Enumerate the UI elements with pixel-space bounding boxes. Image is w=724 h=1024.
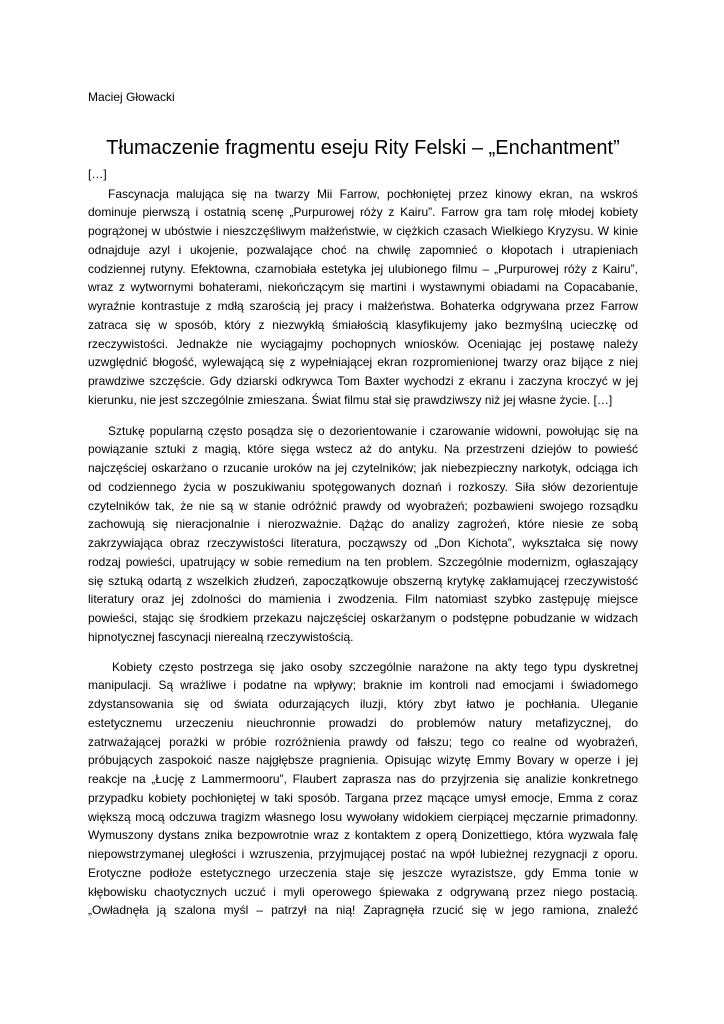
text-line: próbujących zaspokoić nasze najgłębsze pragnienia. Opisując wizytę Emmy Bovary w operze i jej [88,753,638,768]
text-line: niepowstrzymanej uległości i wzruszenia, przyjmującej postać na wpół lubieżnej rezygnacji z oporu. [88,847,638,861]
text-line: zakrzywiająca obraz rzeczywistości literatura, począwszy od „Don Kichota”, wykształca się nowy [88,536,638,550]
text-line: rzeczywistości. Jednakże nie wyciągajmy pochopnych wniosków. Oceniając jej postawę należy [88,336,638,351]
text-line: powieści, stając się środkiem przekazu najczęściej oskarżanym o podstępne pobudzanie w widzach [88,611,638,625]
omission-marker: […] [88,166,107,181]
text-line: literatury oraz jej zdolności do mamienia i zwodzenia. Film natomiast szybko zastępuję miejsce [88,592,638,607]
text-line: Sztukę popularną często posądza się o dezorientowanie i czarowanie widowni, powołując się na [108,423,638,438]
text-line: hipnotycznej fascynacji nierealną rzeczywistością. [88,629,354,644]
text-line: od codziennego życia w poszukiwaniu spotęgowanych doznań i rozkoszy. Siła słów dezorientuje [88,479,638,494]
text-line: najczęściej oskarżano o rzucanie uroków na jej czytelników; jak niebezpieczny narkotyk, odciąga ich [88,461,638,475]
text-line: kłębowisku chaotycznych uczuć i myli operowego śpiewaka z odgrywaną przez niego postacią. [88,884,638,899]
paragraph-3 [88,658,638,921]
text-line: kierunku, nie jest szczególnie zmieszana. Świat filmu stał się prawdziwszy niż jej własne życie. […] [88,392,613,407]
text-line: zachowują się nieracjonalnie i nierozważnie. Dążąc do analizy zagrożeń, które niesie ze sobą [88,517,638,532]
text-line: czytelników tak, że nie są w stanie odróżnić prawdy od wyobrażeń; pozbawieni swojego rozsądku [88,498,638,513]
document-title: Tłumaczenie fragmentu eseju Rity Felski – „Enchantment” [106,136,620,159]
text-line: prawdziwe szczęście. Gdy dziarski odkrywca Tom Baxter wychodzi z ekranu i zaczyna kroczyć w jej [88,374,638,388]
text-line: manipulacji. Są wrażliwe i podatne na wpływy; braknie im kontroli nad emocjami i świadomego [88,678,638,693]
text-line: większą mocą odczuwa tragizm własnego losu wywołany widokiem cierpiącej męczarnie primadonny. [88,809,638,824]
paragraph-2 [88,422,638,647]
document-body [88,88,638,920]
text-line: dominuje pierwszą i ostatnią scenę „Purpurowej róży z Kairu”. Farrow gra tam rolę młodej kobiety [88,205,638,220]
text-line: rodzaj powieści, upatrujący w sobie remedium na ten problem. Szczególnie modernizm, ogłaszający [88,554,638,569]
text-line: zdystansowania się od świata odurzających iluzji, który zbyt łatwo je pochłania. Uleganie [88,697,638,711]
text-line: przypadku kobiety pochłoniętej w taki sposób. Targana przez mącące umysł emocje, Emma z coraz [88,790,638,805]
text-line: Wymuszony dystans znika bezpowrotnie wraz z kontaktem z operą Donizettiego, która wyzwala falę [88,828,638,843]
paragraph-1 [88,185,638,410]
text-line: Kobiety często postrzega się jako osoby szczególnie narażone na akty tego typu dyskretnej [112,659,638,674]
text-line: reakcje na „Łucję z Lammermooru”, Flaubert zaprasza nas do przyjrzenia się analizie konkretnego [88,772,638,786]
text-line: zatrważającej porażki w próbie rozróżnienia prawdy od fałszu; tego co realne od wyobrażeń, [88,734,638,749]
text-line: się sztuką odartą z wszelkich złudzeń, zapoczątkowuje obszerną krytykę zakłamującej rzeczywistość [88,573,638,588]
text-line: odnajduje azyl i ukojenie, pozwalające choć na chwilę zapomnieć o kłopotach i utrapieniach [88,242,638,257]
text-line: Erotyczne podłoże estetycznego urzeczenia staje się jeszcze wyrazistsze, gdy Emma tonie w [88,865,638,880]
text-line: Fascynacja malująca się na twarzy Mii Farrow, pochłoniętej przez kinowy ekran, na wskroś [108,186,638,201]
text-line: wyraźnie kontrastuje z mdłą szarością jej pracy i małżeństwa. Bohaterka odgrywana przez Farrow [88,299,638,313]
text-line: zatraca się w sposób, który z niezwykłą śmiałością klasyfikujemy jako bezmyślną ucieczkę od [88,317,638,332]
author-name: Maciej Głowacki [88,90,175,104]
text-line: „Owładnęła ją szalona myśl – patrzył na nią! Zapragnęła rzucić się w jego ramiona, znaleźć [88,903,638,918]
text-line: estetycznemu urzeczeniu nieuchronnie prowadzi do problemów natury metafizycznej, do [88,715,638,730]
text-line: codziennej rutyny. Efektowna, czarnobiała estetyka jej ulubionego filmu – „Purpurowej róży z Kairu”, [88,261,638,276]
text-line: pogrążonej w ubóstwie i nieszczęśliwym małżeństwie, w ciężkich czasach Wielkiego Kryzysu. W kinie [88,224,638,238]
text-line: powiązanie sztuki z magią, które sięga wstecz aż do antyku. Na przestrzeni dziejów to powieść [88,442,638,457]
text-line: uzwględnić błogość, wylewającą się z wypełniającej ekran rozpromienionej twarzy oraz bijące z niej [88,355,638,370]
text-line: wraz z wytwornymi bohaterami, niekończącym się martini i wystawnymi obiadami na Copacabanie, [88,280,638,295]
